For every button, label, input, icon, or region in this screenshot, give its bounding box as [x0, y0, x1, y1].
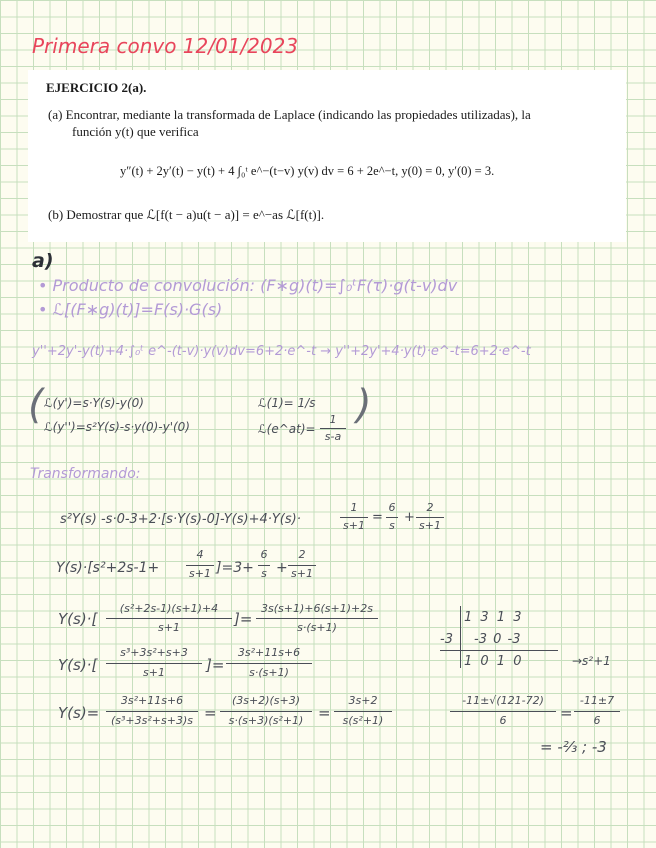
exercise-statement — [28, 70, 626, 242]
step1-frac2-num: 6 — [388, 501, 396, 514]
step3-frac-num: (s²+2s-1)(s+1)+4 — [119, 602, 219, 615]
fraction-bar — [450, 711, 556, 712]
ruffini-result: →s²+1 — [572, 654, 611, 668]
fraction-bar — [574, 711, 620, 712]
fraction-bar — [226, 663, 312, 664]
laplace-second-derivative: ℒ(y'')=s²Y(s)-s·y(0)-y'(0) — [44, 420, 190, 434]
fraction-bar — [106, 663, 202, 664]
equals-sign: = — [204, 704, 217, 722]
quadratic-numerator-2: -11±7 — [579, 694, 615, 707]
transform-step-1: s²Y(s) -s·0-3+2·[s·Y(s)-0]-Y(s)+4·Y(s)· — [60, 512, 301, 527]
transform-step-3: Y(s)·[ — [58, 610, 98, 628]
ruffini-row-1: 1 3 1 3 — [464, 610, 522, 625]
ruffini-root: -3 — [440, 632, 453, 647]
step3-frac-den: s+1 — [158, 621, 180, 634]
step5-frac3-den: s(s²+1) — [342, 714, 384, 727]
laplace-of-one: ℒ(1)= 1/s — [258, 396, 316, 410]
transform-step-2: Y(s)·[s²+2s-1+ — [56, 560, 160, 576]
ruffini-vertical-line — [460, 606, 461, 668]
transforming-label: Transformando: — [30, 466, 141, 482]
step2-frac-den: s+1 — [189, 567, 211, 580]
ruffini-row-3: 1 0 1 0 — [464, 654, 522, 669]
quadratic-denominator: 6 — [499, 714, 507, 727]
equals-sign: = — [372, 510, 383, 525]
step3-mid: ]= — [234, 610, 253, 628]
step2-frac-num: 4 — [196, 548, 204, 561]
transform-step-4: Y(s)·[ — [58, 656, 98, 674]
equals-sign: = — [318, 704, 331, 722]
left-paren: ( — [28, 382, 44, 428]
fraction-bar — [334, 711, 392, 712]
step1-frac3-num: 2 — [426, 501, 434, 514]
step1-frac3-den: s+1 — [419, 519, 441, 532]
step3-rfrac-den: s·(s+1) — [297, 621, 337, 634]
exp-frac-den: s-a — [324, 430, 342, 443]
laplace-of-exponential: ℒ(e^at)= — [258, 422, 316, 436]
step2-frac3-den: s+1 — [291, 567, 313, 580]
step5-frac1-num: 3s²+11s+6 — [120, 694, 184, 707]
section-label: a) — [32, 250, 54, 272]
quadratic-roots: = -²⁄₃ ; -3 — [540, 738, 607, 756]
page-header: Primera convo 12/01/2023 — [32, 34, 299, 58]
ruffini-horizontal-line — [440, 650, 558, 651]
step4-rfrac-num: 3s²+11s+6 — [237, 646, 301, 659]
step5-frac2-num: (3s+2)(s+3) — [231, 694, 301, 707]
fraction-bar — [220, 711, 312, 712]
step4-rfrac-den: s·(s+1) — [249, 666, 289, 679]
part-a-text: (a) Encontrar, mediante la transformada de Laplace (indicando las propiedades utilizadas), la — [48, 107, 531, 122]
equation-rewrite: y''+2y'-y(t)+4·∫₀ᵗ e^-(t-v)·y(v)dv=6+2·e^-t → y''+2y'+4·y(t)·e^-t=6+2·e^-t — [32, 344, 531, 359]
step1-frac2-den: s — [389, 519, 395, 532]
differential-equation: y″(t) + 2y′(t) − y(t) + 4 ∫₀ᵗ e^−(t−v) y(v) dv = 6 + 2e^−t, y(0) = 0, y′(0) = 3. — [120, 164, 495, 178]
step2-frac3-num: 2 — [298, 548, 306, 561]
convolution-laplace: • ℒ[(F∗g)(t)]=F(s)·G(s) — [38, 300, 223, 319]
plus-sign: + — [276, 560, 288, 576]
step2-frac2-den: s — [261, 567, 267, 580]
step5-frac1-den: (s³+3s²+s+3)s — [111, 714, 193, 727]
step4-frac-num: s³+3s²+s+3 — [120, 646, 188, 659]
fraction-bar — [106, 711, 198, 712]
part-a-text-continued: función y(t) que verifica — [72, 124, 199, 139]
exp-frac-num: 1 — [329, 413, 337, 426]
fraction-bar — [106, 618, 232, 619]
quadratic-numerator: -11±√(121-72) — [462, 694, 544, 707]
ruffini-row-2: -3 0 -3 — [474, 632, 521, 647]
part-b-text: (b) Demostrar que ℒ[f(t − a)u(t − a)] = e^−as ℒ[f(t)]. — [48, 207, 325, 222]
step2-frac2-num: 6 — [260, 548, 268, 561]
step4-mid: ]= — [206, 656, 225, 674]
fraction-bar — [256, 618, 378, 619]
step1-frac1-den: s+1 — [343, 519, 365, 532]
step5-frac2-den: s·(s+3)(s²+1) — [228, 714, 304, 727]
convolution-definition: • Producto de convolución: (F∗g)(t)=∫₀ᵗF(τ)·g(t-v)dv — [38, 276, 458, 295]
step4-frac-den: s+1 — [143, 666, 165, 679]
step2-rhs: ]=3+ — [216, 560, 254, 576]
exercise-title: EJERCICIO 2(a). — [46, 80, 147, 95]
right-paren: ) — [356, 382, 372, 428]
step1-frac1-num: 1 — [350, 501, 358, 514]
equals-sign: = — [560, 704, 573, 722]
quadratic-denominator-2: 6 — [593, 714, 601, 727]
plus-sign: + — [404, 510, 415, 525]
step5-frac3-num: 3s+2 — [348, 694, 378, 707]
laplace-first-derivative: ℒ(y')=s·Y(s)-y(0) — [44, 396, 144, 410]
step3-rfrac-num: 3s(s+1)+6(s+1)+2s — [261, 602, 373, 615]
transform-step-5: Y(s)= — [58, 704, 100, 722]
